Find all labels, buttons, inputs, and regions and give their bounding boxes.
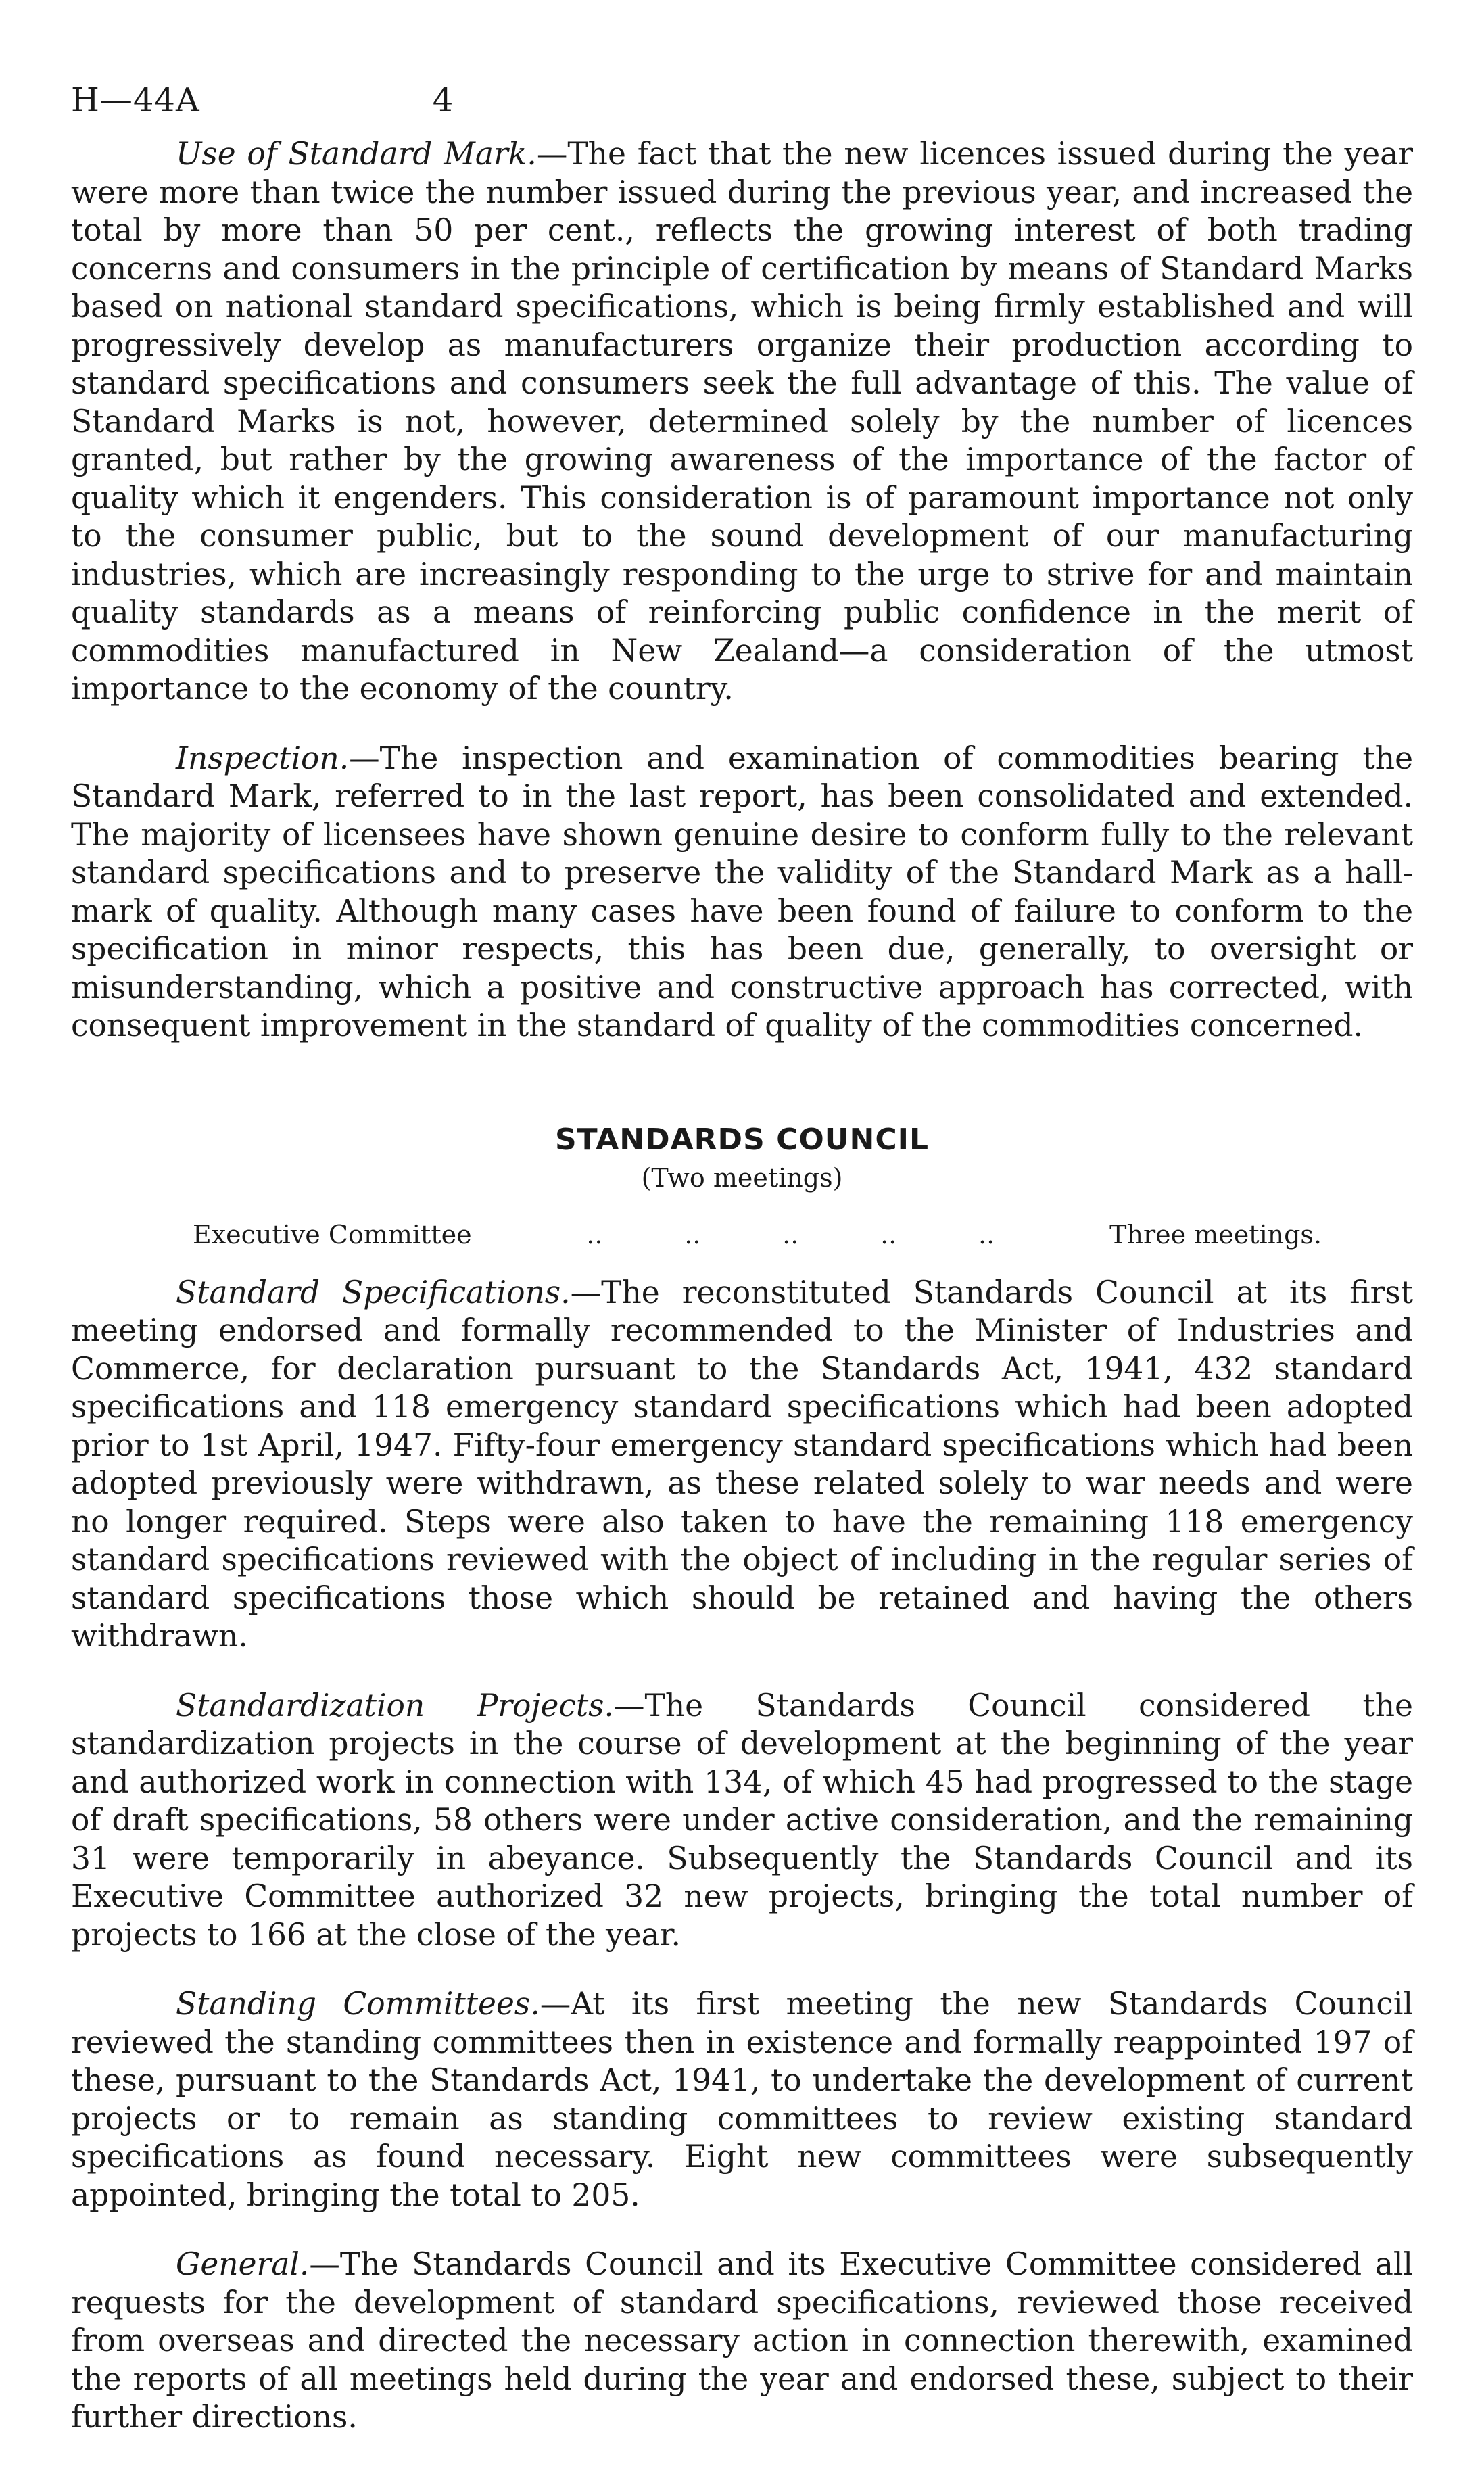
paragraph-heading: General. — [176, 2246, 310, 2282]
paragraph-inspection — [71, 740, 1413, 1045]
executive-committee-label: Executive Committee — [193, 1219, 472, 1250]
paragraph-body: —At its first meeting the new Standards Council reviewed the standing committees then in existence and formally reappointed 197 of these, pursuant to the Standards Act, 1941, to undertake the development of current projects or to remain as standing committees to review existing standard specifications as found necessary. Eight new committees were subsequently appointed, bringing the total to 205. — [71, 1986, 1413, 2213]
section-title: STANDARDS COUNCIL — [554, 1122, 930, 1157]
paragraph-heading: Standing Committees. — [176, 1986, 540, 2022]
dot-leaders: .. .. .. .. .. — [586, 1219, 995, 1250]
paragraph-heading: Standardization Projects. — [176, 1687, 614, 1724]
paragraph-body: —The reconstituted Standards Council at its first meeting endorsed and formally recommended to the Minister of Industries and Commerce, for declaration pursuant to the Standards Act, 1941, 432 standard specifications and 118 emergency standard specifications which had been adopted prior to 1st April, 1947. Fifty-four emergency standard specifications which had been adopted previously were withdrawn, as these related solely to war needs and were no longer required. Steps were also taken to have the remaining 118 emergency standard specifications reviewed with the object of including in the regular series of standard specifications those which should be retained and having the others withdrawn. — [71, 1274, 1413, 1654]
paragraph-heading: Use of Standard Mark. — [176, 136, 537, 172]
paragraph-body: —The inspection and examination of commodities bearing the Standard Mark, referred to in the last report, has been consolidated and extended. The majority of licensees have shown genuine desire to conform fully to the relevant standard specifications and to preserve the validity of the Standard Mark as a hall-mark of quality. Although many cases have been found of failure to conform to the specification in minor respects, this has been due, generally, to oversight or misunderstanding, which a positive and constructive approach has corrected, with consequent improvement in the standard of quality of the commodities concerned. — [71, 740, 1413, 1043]
paragraph-standardization-projects — [71, 1687, 1413, 1955]
paragraph-standard-specifications — [71, 1274, 1413, 1656]
paragraph-general — [71, 2246, 1413, 2437]
paragraph-body: —The Standards Council and its Executive Committee considered all requests for the development of standard specifications, reviewed those received from overseas and directed the necessary action in connection therewith, examined the reports of all meetings held during the year and endorsed these, subject to their further directions. — [71, 2246, 1413, 2435]
executive-committee-row — [71, 1216, 1413, 1254]
paragraph-body: —The fact that the new licences issued during the year were more than twice the number issued during the previous year, and increased the total by more than 50 per cent., reflects the growing interest of both trading concerns and consumers in the principle of certification by means of Standard Marks based on national standard specifications, which is being firmly established and will progressively develop as manufacturers organize their production according to standard specifications and consumers seek the full advantage of this. The value of Standard Marks is not, however, determined solely by the number of licences granted, but rather by the growing awareness of the importance of the factor of quality which it engenders. This consideration is of paramount importance not only to the consumer public, but to the sound development of our manufacturing industries, which are increasingly responding to the urge to strive for and maintain quality standards as a means of reinforcing public confidence in the merit of commodities manufactured in New Zealand—a consideration of the utmost importance to the economy of the country. — [71, 136, 1413, 707]
document-page — [71, 81, 1413, 2468]
page-number: 4 — [432, 81, 454, 119]
paragraph-standing-committees — [71, 1985, 1413, 2214]
document-reference: H—44A — [71, 81, 200, 119]
paragraph-heading: Standard Specifications. — [176, 1274, 571, 1310]
executive-committee-meetings: Three meetings. — [1109, 1219, 1322, 1250]
page-header — [71, 81, 1413, 135]
paragraph-use-of-standard-mark — [71, 135, 1413, 709]
section-subtitle: (Two meetings) — [641, 1162, 843, 1193]
paragraph-body: —The Standards Council considered the standardization projects in the course of development at the beginning of the year and authorized work in connection with 134, of which 45 had progressed to the stage of draft specifications, 58 others were under active consideration, and the remaining 31 were temporarily in abeyance. Subsequently the Standards Council and its Executive Committee authorized 32 new projects, bringing the total number of projects to 166 at the close of the year. — [71, 1687, 1413, 1953]
paragraph-heading: Inspection. — [176, 740, 350, 776]
